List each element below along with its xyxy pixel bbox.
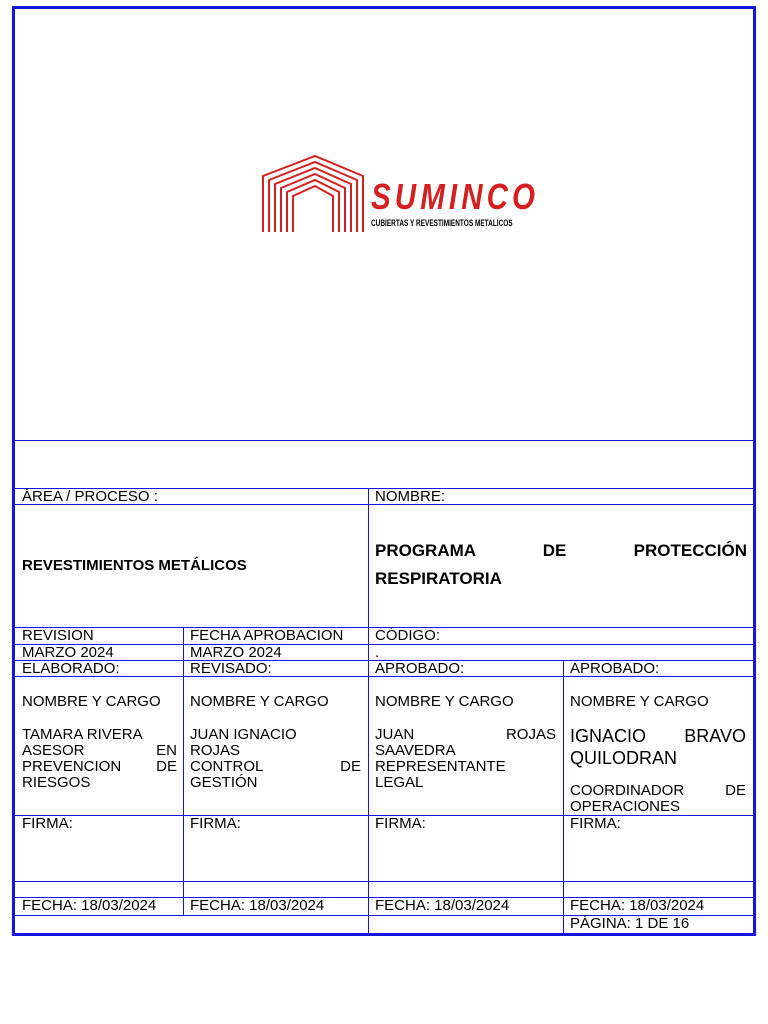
area-value: REVESTIMIENTOS METÁLICOS xyxy=(22,557,247,574)
aprobado-name-line: LEGAL xyxy=(375,774,424,791)
elaborado-nombre-cargo: NOMBRE Y CARGO xyxy=(22,693,161,710)
aprobado-nombre-cargo: NOMBRE Y CARGO xyxy=(375,693,514,710)
document-title-line1: PROGRAMA DE PROTECCIÓN xyxy=(375,541,747,560)
revision-value: MARZO 2024 xyxy=(22,644,114,661)
area-label: ÁREA / PROCESO : xyxy=(22,488,158,505)
aprobado-name-line: SAAVEDRA xyxy=(375,742,456,759)
elaborado-name-line: TAMARA RIVERA xyxy=(22,726,143,743)
column-line xyxy=(563,660,564,933)
aprobado2-firma: FIRMA: xyxy=(570,815,621,832)
revisado-name-line: JUAN IGNACIO xyxy=(190,726,297,743)
document-title-line2: RESPIRATORIA xyxy=(375,569,502,588)
codigo-value: . xyxy=(375,644,380,661)
brand-name: SUMINCO xyxy=(371,176,540,217)
aprobado2-fecha: FECHA: 18/03/2024 xyxy=(570,897,705,914)
revisado-name-line: GESTIÓN xyxy=(190,774,258,791)
column-line xyxy=(183,627,184,915)
revisado-firma: FIRMA: xyxy=(190,815,241,832)
revisado-name-line: ROJAS xyxy=(190,742,241,759)
roof-structure-icon xyxy=(259,154,367,234)
elaborado-name-line: PREVENCION DE xyxy=(22,758,177,775)
row-line xyxy=(15,881,753,882)
elaborado-name-line: ASESOR EN xyxy=(22,742,177,759)
codigo-label: CÓDIGO: xyxy=(375,627,441,644)
fecha-aprobacion-label: FECHA APROBACION xyxy=(190,627,344,644)
elaborado-firma: FIRMA: xyxy=(22,815,73,832)
elaborado-name-line: RIESGOS xyxy=(22,774,91,791)
elaborado-label: ELABORADO: xyxy=(22,660,120,677)
brand-tagline: CUBIERTAS Y REVESTIMIENTOS METALICOS xyxy=(371,218,513,228)
aprobado-label-2: APROBADO: xyxy=(570,660,660,677)
aprobado-fecha: FECHA: 18/03/2024 xyxy=(375,897,510,914)
fecha-aprobacion-value: MARZO 2024 xyxy=(190,644,282,661)
aprobado2-name-line: QUILODRAN xyxy=(570,748,678,768)
aprobado-firma: FIRMA: xyxy=(375,815,426,832)
revision-label: REVISION xyxy=(22,627,94,644)
elaborado-fecha: FECHA: 18/03/2024 xyxy=(22,897,157,914)
page-number: PÁGINA: 1 DE 16 xyxy=(570,915,690,932)
table-top-border xyxy=(15,440,753,441)
revisado-label: REVISADO: xyxy=(190,660,272,677)
nombre-label: NOMBRE: xyxy=(375,488,446,505)
aprobado-label: APROBADO: xyxy=(375,660,465,677)
company-logo xyxy=(259,154,540,234)
column-line xyxy=(368,488,369,933)
document-frame xyxy=(12,6,756,936)
aprobado-name-line: REPRESENTANTE xyxy=(375,758,506,775)
revisado-name-line: CONTROL DE xyxy=(190,758,361,775)
aprobado2-role-line: OPERACIONES xyxy=(570,798,681,815)
revisado-nombre-cargo: NOMBRE Y CARGO xyxy=(190,693,329,710)
aprobado-name-line: JUAN ROJAS xyxy=(375,726,556,743)
aprobado2-role-line: COORDINADOR DE xyxy=(570,782,746,799)
aprobado2-nombre-cargo: NOMBRE Y CARGO xyxy=(570,693,709,710)
revisado-fecha: FECHA: 18/03/2024 xyxy=(190,897,325,914)
row-line xyxy=(15,644,753,645)
aprobado2-name-line: IGNACIO BRAVO xyxy=(570,726,746,746)
